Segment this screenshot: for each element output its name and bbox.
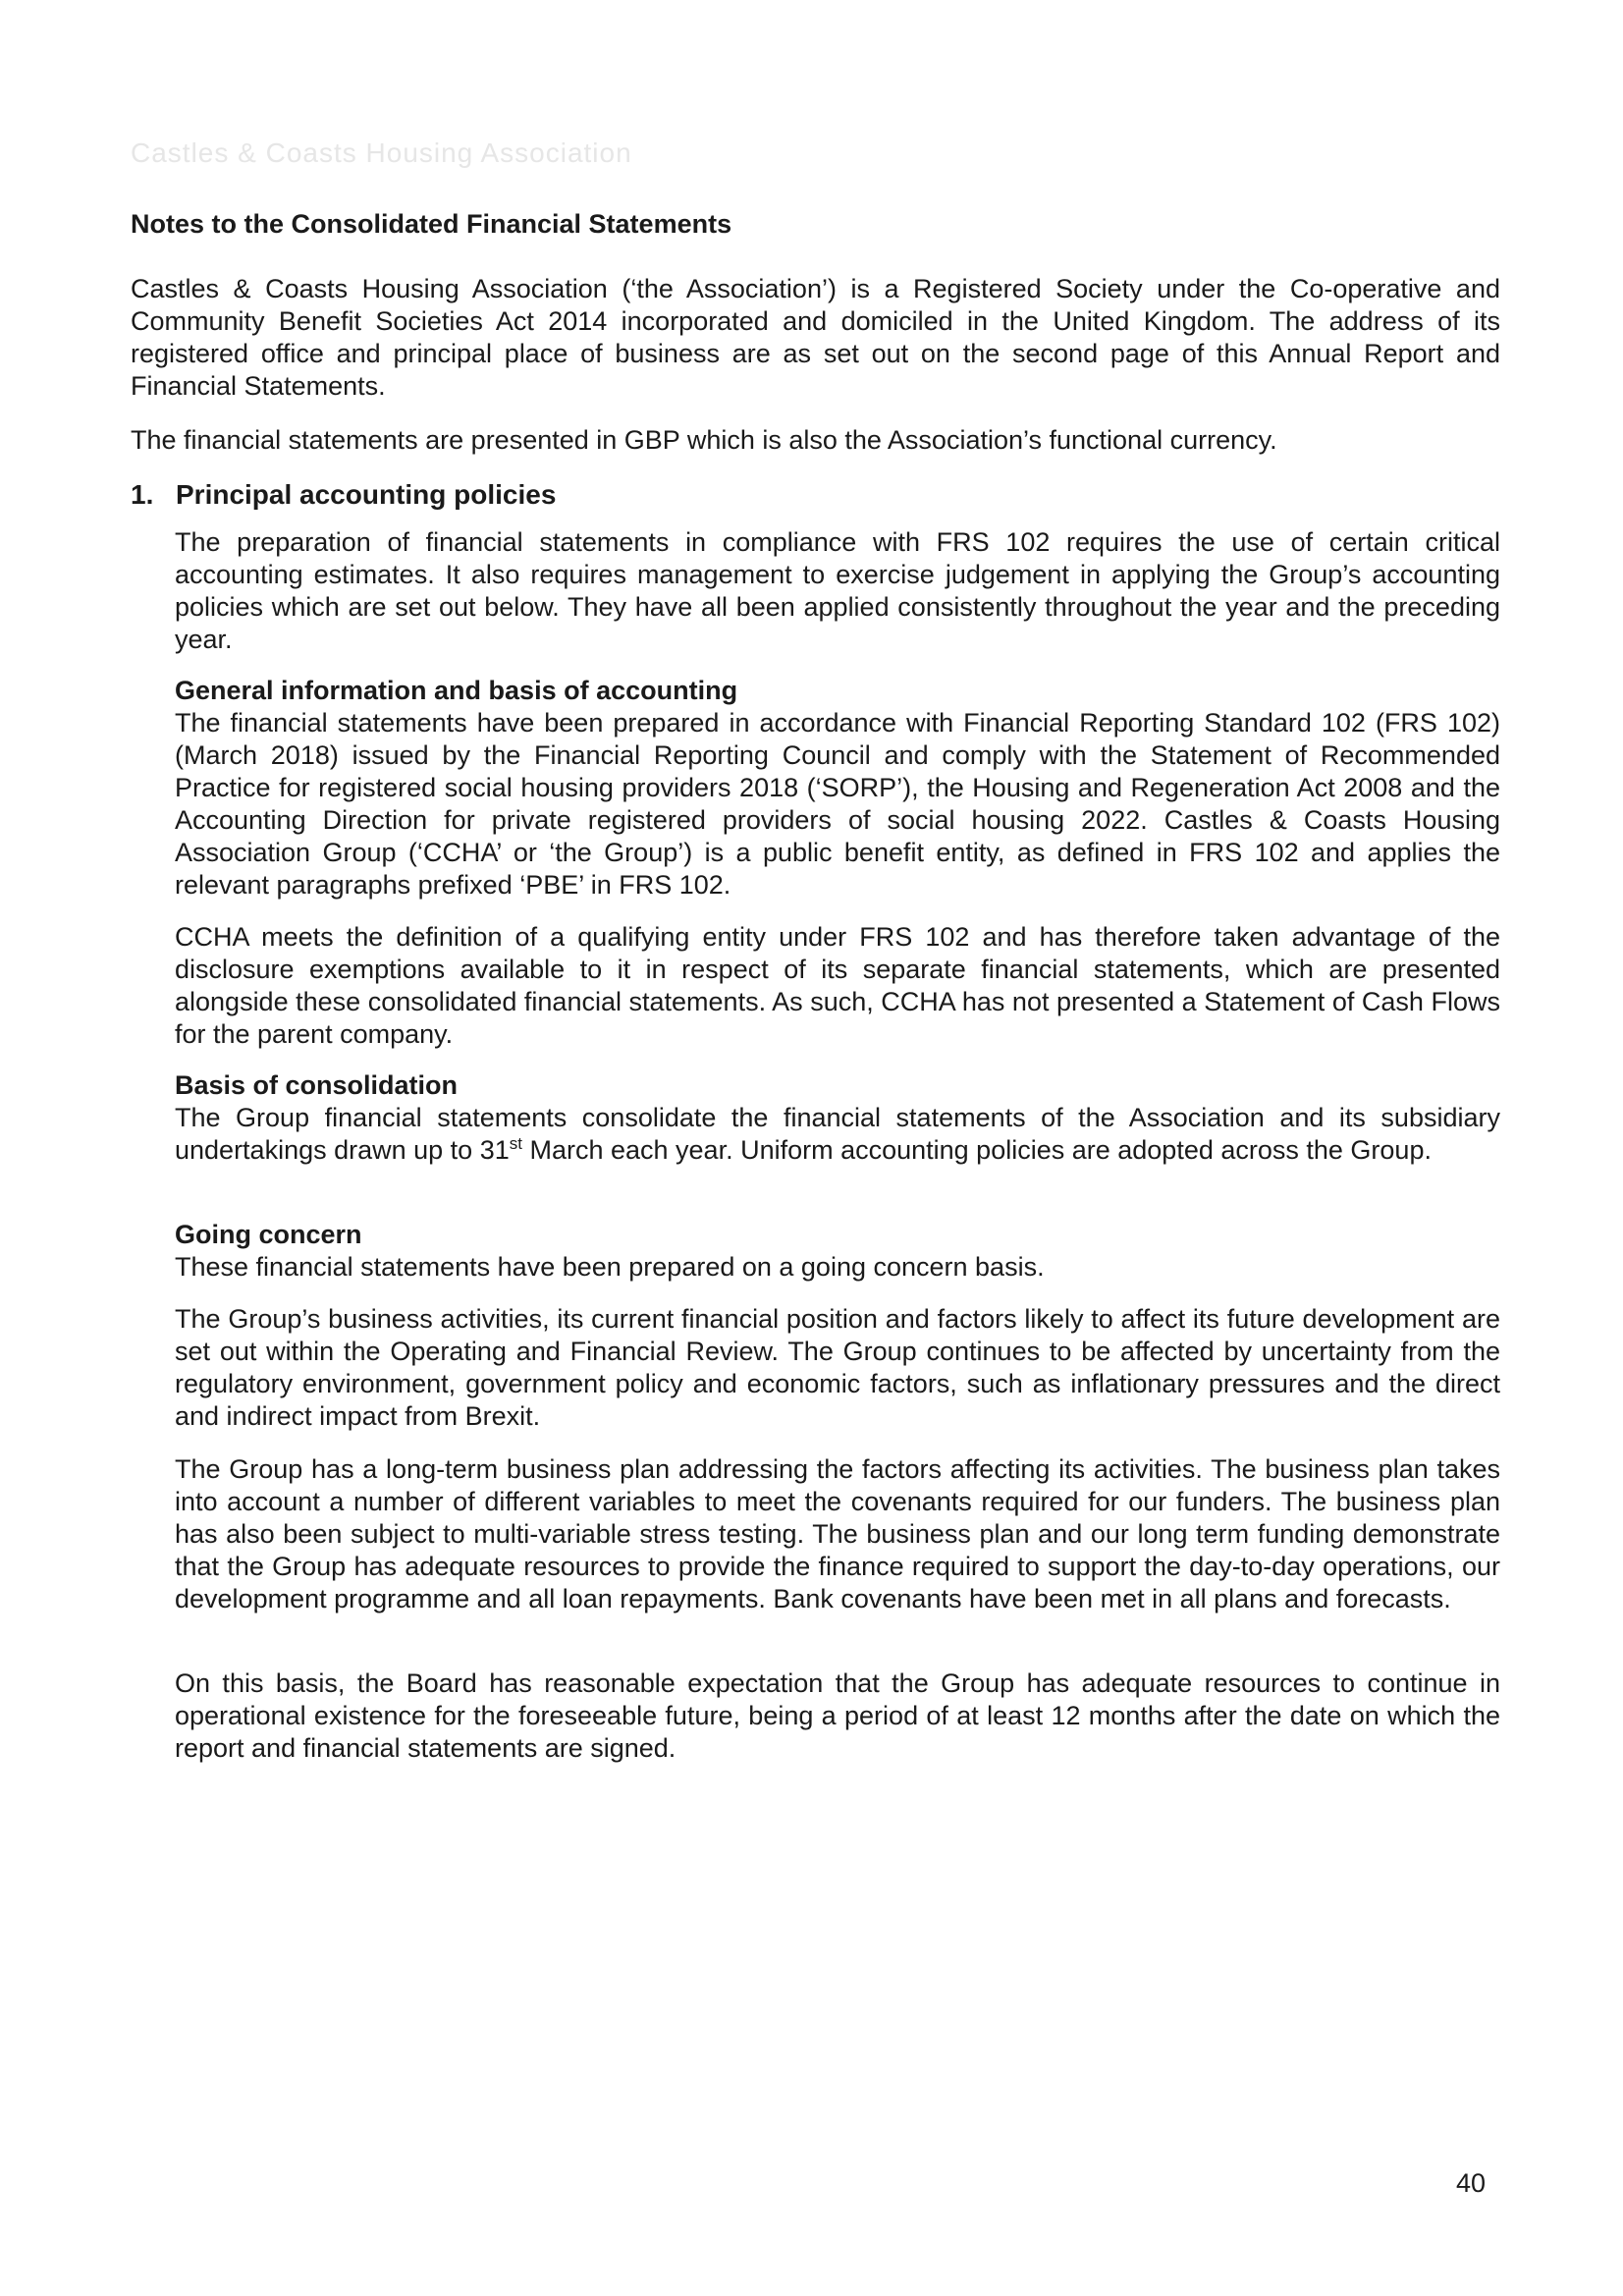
going-concern-paragraph-2: The Group’s business activities, its current financial position and factors likely to affect its future development are set out within the Operating and Financial Review. The Group continues to be affected by uncertainty from the regulatory environment, government policy and economic factors, such as inflationary pressures and the direct and indirect impact from Brexit. <box>175 1304 1500 1431</box>
going-concern-block-2 <box>175 1303 1500 1433</box>
consolidation-heading: Basis of consolidation <box>175 1070 459 1100</box>
consolidation-superscript: st <box>509 1134 522 1153</box>
page-title: Notes to the Consolidated Financial Statements <box>131 209 732 239</box>
page-number: 40 <box>1456 2168 1487 2198</box>
consolidation-paragraph <box>175 1102 1500 1167</box>
section-1-number: 1. <box>131 479 154 510</box>
consolidation-block <box>175 1069 1500 1167</box>
going-concern-block-3 <box>175 1453 1500 1615</box>
general-information-heading: General information and basis of accounting <box>175 676 738 705</box>
header-watermark: Castles & Coasts Housing Association <box>131 137 632 168</box>
going-concern-block-4 <box>175 1667 1500 1765</box>
going-concern-paragraph-4: On this basis, the Board has reasonable expectation that the Group has adequate resources to continue in operational existence for the foreseeable future, being a period of at least 12 months after the date on which the report and financial statements are signed. <box>175 1668 1500 1763</box>
section-1-heading <box>131 479 556 511</box>
general-information-block <box>175 675 1500 902</box>
consolidation-text-part1: The Group financial statements consolidate the financial statements of the Association and its subsidiary undertakings drawn up to 31 <box>175 1103 1500 1165</box>
going-concern-heading: Going concern <box>175 1220 362 1249</box>
ccha-paragraph: CCHA meets the definition of a qualifying entity under FRS 102 and has therefore taken advantage of the disclosure exemptions available to it in respect of its separate financial statements, which are presented alongside these consolidated financial statements. As such, CCHA has not presented a Statement of Cash Flows for the parent company. <box>175 922 1500 1049</box>
section-1-title: Principal accounting policies <box>176 479 557 510</box>
intro-paragraph-2: The financial statements are presented in GBP which is also the Association’s functional currency. <box>131 425 1277 455</box>
going-concern-paragraph-3: The Group has a long-term business plan addressing the factors affecting its activities. The business plan takes into account a number of different variables to meet the covenants required for our funders. The business plan has also been subject to multi-variable stress testing. The business plan and our long term funding demonstrate that the Group has adequate resources to provide the finance required to support the day-to-day operations, our development programme and all loan repayments. Bank covenants have been met in all plans and forecasts. <box>175 1454 1500 1613</box>
intro-paragraph-1: Castles & Coasts Housing Association (‘the Association’) is a Registered Society under the Co-operative and Community Benefit Societies Act 2014 incorporated and domiciled in the United Kingdom. The address of its registered office and principal place of business are as set out on the second page of this Annual Report and Financial Statements. <box>131 274 1500 401</box>
preparation-paragraph: The preparation of financial statements in compliance with FRS 102 requires the use of certain critical accounting estimates. It also requires management to exercise judgement in applying the Group’s accounting policies which are set out below. They have all been applied consistently throughout the year and the preceding year. <box>175 527 1500 654</box>
general-information-paragraph: The financial statements have been prepared in accordance with Financial Reporting Standard 102 (FRS 102) (March 2018) issued by the Financial Reporting Council and comply with the Statement of Recommended Practice for registered social housing providers 2018 (‘SORP’), the Housing and Regeneration Act 2008 and the Accounting Direction for private registered providers of social housing 2022. Castles & Coasts Housing Association Group (‘CCHA’ or ‘the Group’) is a public benefit entity, as defined in FRS 102 and applies the relevant paragraphs prefixed ‘PBE’ in FRS 102. <box>175 708 1500 900</box>
going-concern-block <box>175 1219 1500 1284</box>
going-concern-paragraph-1: These financial statements have been prepared on a going concern basis. <box>175 1252 1045 1282</box>
preparation-block <box>175 526 1500 656</box>
consolidation-text-part2: March each year. Uniform accounting policies are adopted across the Group. <box>521 1135 1432 1165</box>
ccha-block <box>175 921 1500 1051</box>
